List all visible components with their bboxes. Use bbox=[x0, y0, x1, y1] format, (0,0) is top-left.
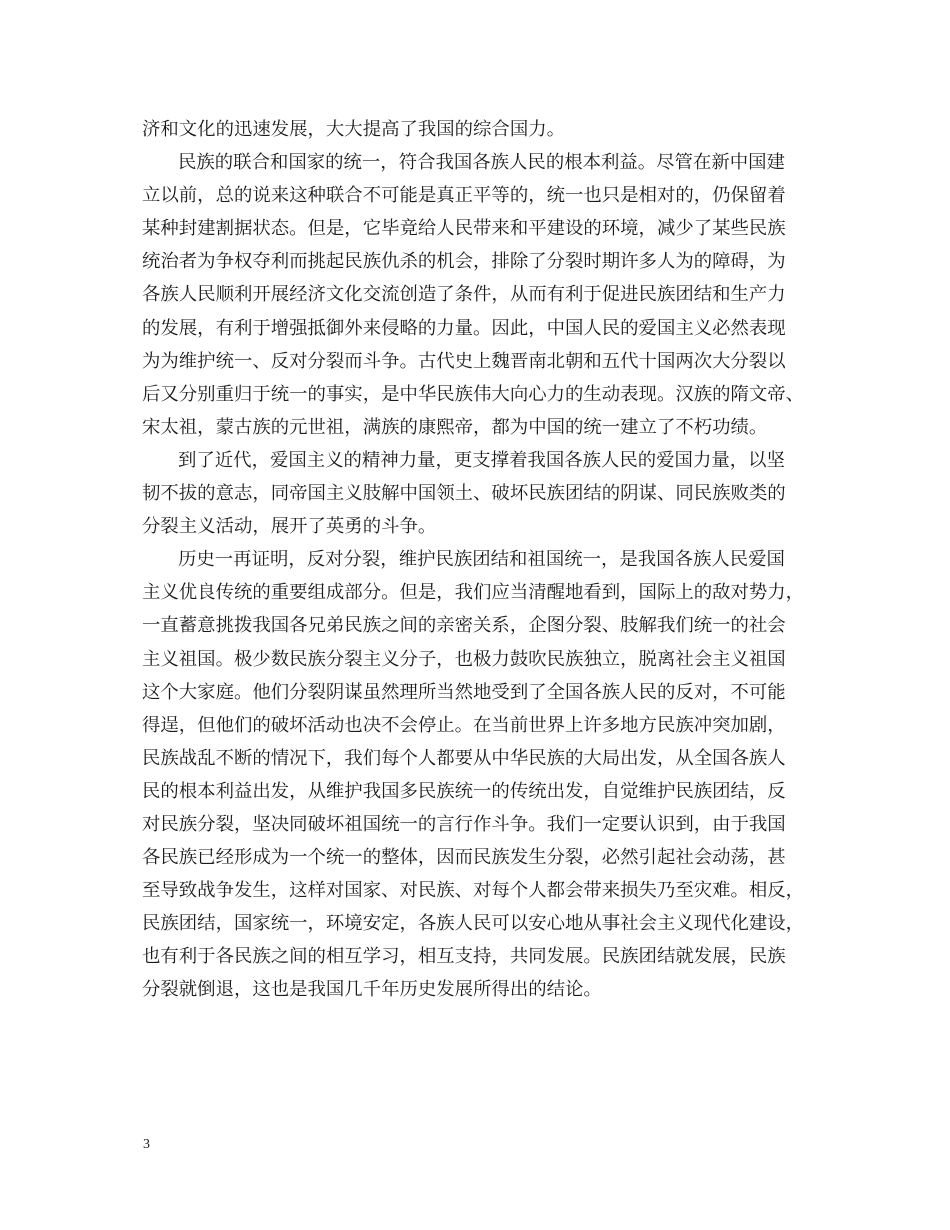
text-line: 宋太祖，蒙古族的元世祖，满族的康熙帝，都为中国的统一建立了不朽功绩。 bbox=[142, 416, 768, 438]
text-line: 统治者为争权夺利而挑起民族仇杀的机会，排除了分裂时期许多人为的障碍，为 bbox=[142, 251, 786, 273]
text-line: 主义优良传统的重要组成部分。但是，我们应当清醒地看到，国际上的敌对势力， bbox=[142, 582, 805, 604]
text-line: 韧不拔的意志，同帝国主义肢解中国领土、破坏民族团结的阴谋、同民族败类的 bbox=[142, 483, 786, 505]
text-line: 至导致战争发生，这样对国家、对民族、对每个人都会带来损失乃至灾难。相反， bbox=[142, 880, 805, 902]
text-line: 分裂主义活动，展开了英勇的斗争。 bbox=[142, 516, 437, 538]
text-line: 各族人民顺利开展经济文化交流创造了条件，从而有利于促进民族团结和生产力 bbox=[142, 284, 786, 306]
text-line: 济和文化的迅速发展，大大提高了我国的综合国力。 bbox=[142, 119, 565, 140]
body-text bbox=[142, 113, 822, 1007]
text-line: 民族团结，国家统一，环境安定，各族人民可以安心地从事社会主义现代化建设， bbox=[142, 913, 805, 935]
text-line: 为为维护统一、反对分裂而斗争。古代史上魏晋南北朝和五代十国两次大分裂以 bbox=[142, 350, 786, 372]
text-line: 分裂就倒退，这也是我国几千年历史发展所得出的结论。 bbox=[142, 979, 602, 1001]
text-line: 立以前，总的说来这种联合不可能是真正平等的，统一也只是相对的，仍保留着 bbox=[142, 185, 786, 207]
text-line: 到了近代，爱国主义的精神力量，更支撑着我国各族人民的爱国力量，以坚 bbox=[178, 449, 785, 471]
text-line: 各民族已经形成为一个统一的整体，因而民族发生分裂，必然引起社会动荡，甚 bbox=[142, 847, 786, 869]
text-line: 主义祖国。极少数民族分裂主义分子，也极力鼓吹民族独立，脱离社会主义祖国 bbox=[142, 648, 786, 670]
text-line: 民族战乱不断的情况下，我们每个人都要从中华民族的大局出发，从全国各族人 bbox=[142, 747, 786, 769]
text-line: 得逞，但他们的破坏活动也决不会停止。在当前世界上许多地方民族冲突加剧， bbox=[142, 714, 786, 736]
text-line: 民的根本利益出发，从维护我国多民族统一的传统出发，自觉维护民族团结，反 bbox=[142, 780, 786, 802]
text-line: 对民族分裂，坚决同破坏祖国统一的言行作斗争。我们一定要认识到，由于我国 bbox=[142, 813, 786, 835]
text-line: 这个大家庭。他们分裂阴谋虽然理所当然地受到了全国各族人民的反对，不可能 bbox=[142, 681, 786, 703]
text-line: 一直蓄意挑拨我国各兄弟民族之间的亲密关系，企图分裂、肢解我们统一的社会 bbox=[142, 615, 786, 637]
text-line: 民族的联合和国家的统一，符合我国各族人民的根本利益。尽管在新中国建 bbox=[178, 152, 785, 174]
text-line: 后又分别重归于统一的事实，是中华民族伟大向心力的生动表现。汉族的隋文帝、 bbox=[142, 383, 805, 405]
text-line: 的发展，有利于增强抵御外来侵略的力量。因此，中国人民的爱国主义必然表现 bbox=[142, 317, 786, 339]
text-line: 历史一再证明，反对分裂，维护民族团结和祖国统一，是我国各族人民爱国 bbox=[178, 549, 785, 571]
text-line: 也有利于各民族之间的相互学习，相互支持，共同发展。民族团结就发展，民族 bbox=[142, 946, 786, 968]
page-number: 3 bbox=[143, 1137, 150, 1152]
text-line: 某种封建割据状态。但是，它毕竟给人民带来和平建设的环境，减少了某些民族 bbox=[142, 218, 786, 240]
